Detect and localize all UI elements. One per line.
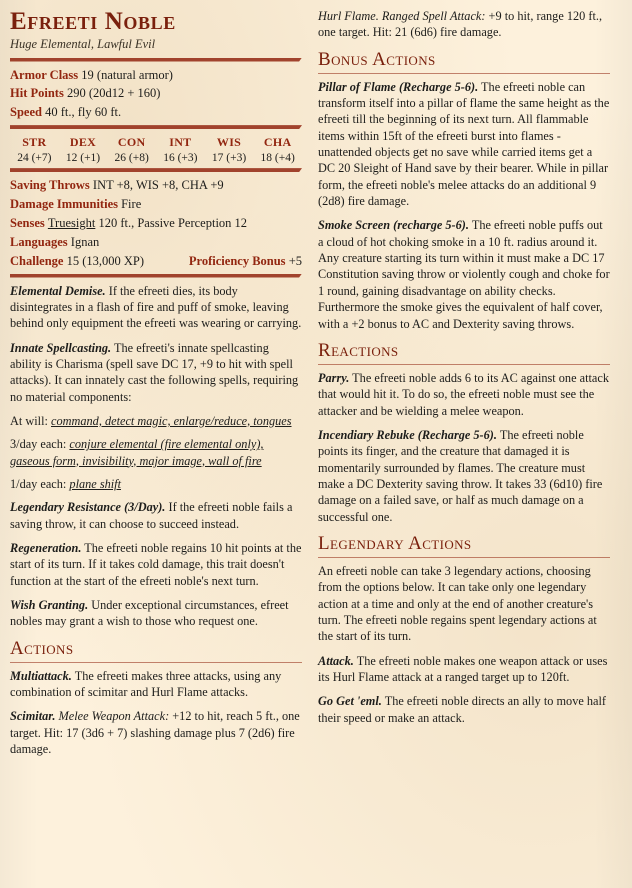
ability-dex [59, 135, 108, 164]
trait-elemental-demise-name: Elemental Demise. [10, 283, 106, 298]
truesight-link[interactable]: Truesight [47, 215, 96, 230]
spell-line-3-day-spells[interactable]: conjure elemental (fire elemental only), gaseous form, invisibility, major image, wall of fire [10, 437, 264, 468]
languages-value: Ignan [70, 234, 100, 249]
trait-innate-spellcasting-text: The efreeti's innate spellcasting ability is Charisma (spell save DC 17, +9 to hit with spell attacks). It can innately cast the following spells, requiring no material components: [10, 340, 299, 404]
action-scimitar [10, 708, 302, 757]
action-hurl-flame [318, 8, 610, 41]
reaction-incendiary-rebuke-text: The efreeti noble points its finger, and the creature that damaged it is momentarily surrounded by flames. The creature must make a DC Dexterity saving throw. It takes 33 (6d10) fire damage on a failed save, or half as much damage on a successful one. [318, 427, 603, 524]
languages-line [10, 234, 302, 251]
hit-points-label: Hit Points [10, 86, 64, 101]
challenge-label: Challenge [10, 253, 64, 268]
challenge-group [10, 253, 144, 270]
spell-line-at-will-prefix: At will: [10, 413, 51, 428]
challenge-row [10, 253, 302, 270]
legendary-actions-intro: An efreeti noble can take 3 legendary actions, choosing from the options below. It can take only one legendary action at a time and only at the end of another creature's turn. The efreeti noble regains spent legendary actions at the start of its turn. [318, 563, 597, 644]
action-hurl-flame-subtype: Ranged Spell Attack: [381, 9, 486, 23]
damage-immunities-line [10, 196, 302, 213]
ability-cha [253, 135, 302, 164]
saving-throws-value: INT +8, WIS +8, CHA +9 [92, 178, 224, 193]
hit-points-line [10, 85, 302, 102]
divider-top [10, 58, 302, 62]
ability-wis-label: WIS [216, 135, 242, 150]
section-bonus-actions-title: Bonus Actions [318, 48, 436, 70]
proficiency-value: +5 [288, 253, 302, 268]
legendary-action-go-get-em-name: Go Get 'eml. [318, 694, 382, 709]
divider-bonus-actions [318, 73, 610, 74]
legendary-action-attack [318, 653, 610, 686]
trait-regeneration-text: The efreeti noble regains 10 hit points at the start of its turn. If it takes cold damage, this trait doesn't function at the start of the efreeti noble's next turn. [10, 540, 302, 588]
proficiency-label: Proficiency Bonus [188, 253, 286, 268]
ability-cha-value: 18 (+4) [260, 152, 295, 165]
ability-con [107, 135, 156, 164]
bonus-action-smoke-screen [318, 217, 610, 331]
divider-above-abilities [10, 125, 302, 129]
senses-value-rest: 120 ft., Passive Perception 12 [98, 215, 248, 230]
spell-line-1-day-prefix: 1/day each: [10, 476, 70, 491]
legendary-action-attack-name: Attack. [318, 653, 354, 668]
right-column [318, 8, 610, 882]
divider-below-abilities [10, 168, 302, 172]
ability-str-label: STR [22, 135, 47, 150]
section-actions-title: Actions [10, 637, 74, 659]
bonus-action-pillar-of-flame-name: Pillar of Flame (Recharge 5-6). [318, 79, 479, 94]
ability-int-value: 16 (+3) [163, 152, 198, 165]
trait-wish-granting-text: Under exceptional circumstances, efreet nobles may grant a wish to those who request one. [10, 598, 289, 629]
creature-name: Efreeti Noble [10, 8, 176, 35]
reaction-parry-text: The efreeti noble adds 6 to its AC against one attack that would hit it. To do so, the efreeti noble must see the attacker and be wielding a melee weapon. [318, 370, 609, 418]
spell-line-at-will-spells[interactable]: command, detect magic, enlarge/reduce, tongues [51, 413, 292, 428]
spell-line-1-day [10, 476, 302, 492]
spell-line-1-day-spells[interactable]: plane shift [69, 476, 121, 491]
reaction-incendiary-rebuke [318, 427, 610, 525]
armor-class-label: Armor Class [10, 67, 79, 82]
legendary-action-go-get-em-text: The efreeti noble directs an ally to move half their speed or make an attack. [318, 694, 606, 725]
trait-regeneration-name: Regeneration. [10, 540, 82, 555]
trait-innate-spellcasting [10, 340, 302, 405]
reaction-parry [318, 370, 610, 419]
ability-wis [205, 135, 254, 164]
divider-actions [10, 662, 302, 663]
bonus-action-smoke-screen-text: The efreeti noble puffs out a cloud of hot choking smoke in a 10 ft. radius around it. Any creature starting its turn within it must make a DC 17 Constitution saving throw or violently cough and choke for 1 round, gaining disadvantage on ability checks. Furthermore the smoke gives the equivalent of half cover, with a +2 bonus to AC and Dexterity saving throws. [318, 218, 610, 331]
action-scimitar-text: +12 to hit, reach 5 ft., one target. Hit: 17 (3d6 + 7) slashing damage plus 7 (2d6) fire damage. [10, 709, 300, 757]
divider-reactions [318, 364, 610, 365]
legendary-action-attack-text: The efreeti noble makes one weapon attack or uses its Hurl Flame attack at a ranged target up to 120ft. [318, 653, 608, 684]
action-multiattack-text: The efreeti makes three attacks, using any combination of scimitar and Hurl Flame attacks. [10, 668, 282, 700]
damage-immunities-value: Fire [121, 197, 142, 211]
saving-throws-line [10, 177, 302, 194]
ability-scores [10, 135, 302, 164]
action-hurl-flame-name: Hurl Flame. [318, 9, 379, 23]
speed-line [10, 104, 302, 121]
trait-innate-spellcasting-name: Innate Spellcasting. [10, 340, 112, 355]
ability-str-value: 24 (+7) [17, 152, 52, 165]
trait-elemental-demise-text: If the efreeti dies, its body disintegrates in a flash of fire and puff of smoke, leaving behind only equipment the efreeti was wearing or carrying. [10, 283, 302, 331]
senses-line [10, 215, 302, 232]
ability-dex-value: 12 (+1) [65, 152, 101, 165]
armor-class-line [10, 67, 302, 84]
speed-label: Speed [10, 105, 42, 120]
bonus-action-pillar-of-flame-text: The efreeti noble can transform itself into a pillar of flame the same height as the efreeti till the beginning of its next turn. All flammable items within 15ft of the efreeti burst into flames - unattended objects get no save while carried items get a DC 20 Sleight of Hand save by their bearer. While in pillar form, the efreeti noble's melee attacks do an additional 9 (2d8) fire damage. [318, 79, 610, 209]
trait-elemental-demise [10, 283, 302, 332]
bonus-action-smoke-screen-name: Smoke Screen (recharge 5-6). [318, 218, 469, 233]
action-scimitar-name: Scimitar. [10, 709, 56, 724]
trait-legendary-resistance [10, 499, 302, 532]
trait-regeneration [10, 540, 302, 589]
spell-line-at-will [10, 413, 302, 429]
languages-label: Languages [10, 234, 68, 249]
saving-throws-label: Saving Throws [10, 178, 90, 193]
ability-dex-label: DEX [69, 135, 97, 150]
ability-wis-value: 17 (+3) [211, 152, 247, 165]
divider-above-traits [10, 274, 302, 278]
proficiency-group [189, 253, 302, 270]
divider-legendary-actions [318, 557, 610, 558]
trait-legendary-resistance-name: Legendary Resistance (3/Day). [10, 500, 166, 515]
trait-wish-granting-name: Wish Granting. [10, 598, 89, 612]
reaction-parry-name: Parry. [318, 370, 350, 385]
legendary-action-go-get-em [318, 693, 610, 726]
ability-str [10, 135, 59, 164]
challenge-value: 15 (13,000 XP) [66, 253, 145, 268]
ability-cha-label: CHA [263, 135, 292, 150]
ability-int [156, 135, 205, 164]
ability-con-value: 26 (+8) [114, 152, 149, 165]
spell-line-3-day [10, 436, 302, 469]
action-scimitar-subtype: Melee Weapon Attack: [58, 709, 170, 724]
armor-class-value: 19 (natural armor) [81, 67, 173, 82]
action-multiattack [10, 668, 302, 701]
ability-int-label: INT [169, 135, 192, 150]
bonus-action-pillar-of-flame [318, 79, 610, 210]
reaction-incendiary-rebuke-name: Incendiary Rebuke (Recharge 5-6). [318, 427, 497, 442]
hit-points-value: 290 (20d12 + 160) [66, 86, 161, 101]
section-reactions-title: Reactions [318, 339, 399, 361]
damage-immunities-label: Damage Immunities [10, 197, 118, 211]
trait-wish-granting [10, 597, 302, 630]
ability-con-label: CON [117, 135, 146, 150]
action-multiattack-name: Multiattack. [10, 668, 72, 683]
creature-type-line: Huge Elemental, Lawful Evil [10, 36, 156, 51]
section-legendary-actions-title: Legendary Actions [318, 532, 472, 554]
spell-line-3-day-prefix: 3/day each: [10, 437, 70, 452]
action-hurl-flame-text: +9 to hit, range 120 ft., one target. Hit: 21 (6d6) fire damage. [318, 9, 603, 40]
senses-label: Senses [10, 215, 45, 230]
trait-legendary-resistance-text: If the efreeti noble fails a saving throw, it can choose to succeed instead. [10, 500, 293, 531]
left-column [10, 8, 302, 882]
speed-value: 40 ft., fly 60 ft. [45, 105, 122, 120]
